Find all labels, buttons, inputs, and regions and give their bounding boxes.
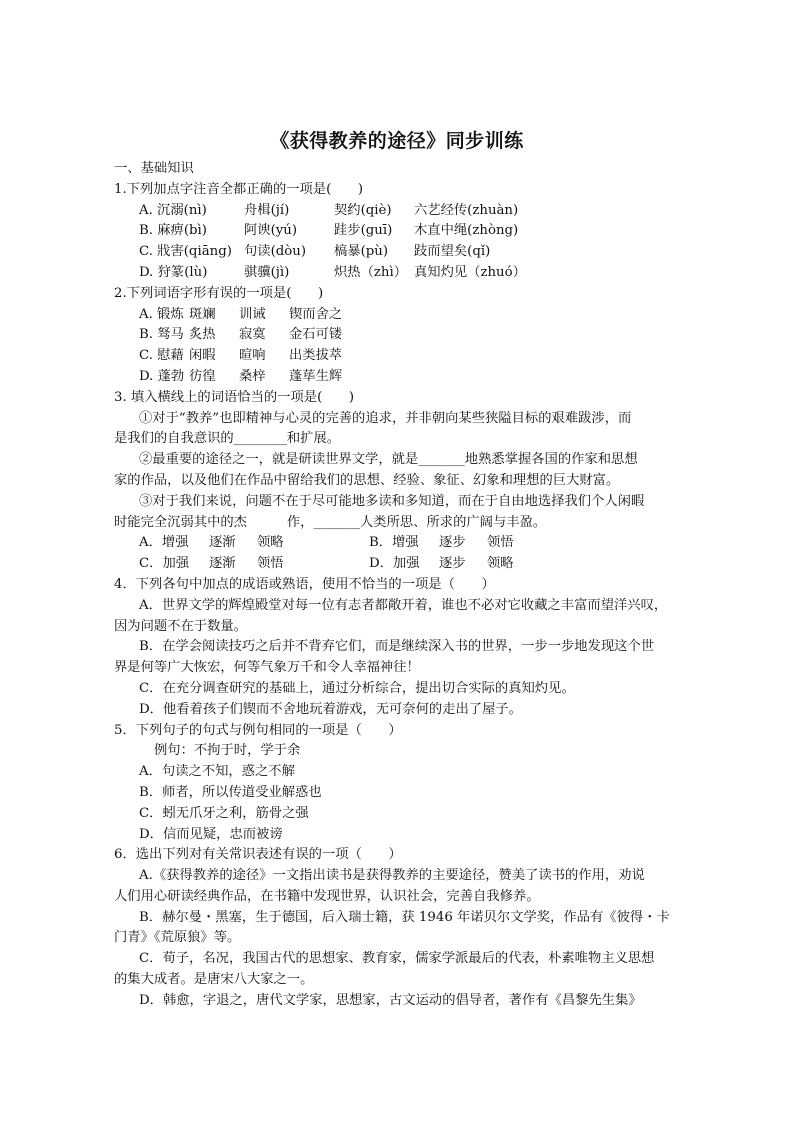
question-5-example: 例句：不拘于时，学于余 — [154, 743, 301, 759]
question-2-option-a: A. 锻炼 斑斓 训诫 锲而舍之 — [139, 306, 343, 322]
question-6-option-a: A.《获得教养的途径》一文指出读书是获得教养的主要途径，赞美了读书的作用，劝说 — [139, 868, 645, 884]
question-3-para-1: ①对于“教养”也即精神与心灵的完善的追求，并非朝向某些狭隘目标的艰难跋涉，而 — [139, 410, 632, 426]
question-6-option-a-cont: 人们用心研读经典作品，在书籍中发现世界，认识社会，完善自我修养。 — [114, 888, 540, 904]
section-heading: 一、基础知识 — [114, 161, 194, 176]
question-3-options-cd: C．加强 逐渐 领悟 D．加强 逐步 领略 — [139, 556, 514, 572]
exercise-content — [114, 159, 684, 1012]
question-4-option-b: B．在学会阅读技巧之后并不背弃它们，而是继续深入书的世界，一步一步地发现这个世 — [139, 639, 655, 655]
question-2-option-d: D. 蓬勃 彷徨 桑梓 蓬荜生辉 — [139, 368, 343, 384]
question-5-option-c: C．蚓无爪牙之利，筋骨之强 — [139, 805, 309, 821]
question-1-option-a: A. 沉溺(nì) 舟楫(jí) 契约(qiè) 六艺经传(zhuàn) — [139, 202, 519, 218]
question-3-para-2: ②最重要的途径之一，就是研读世界文学，就是_______地熟悉掌握各国的作家和思想 — [139, 452, 638, 468]
question-6-option-b: B．赫尔曼・黑塞，生于德国，后入瑞士籍，获 1946 年诺贝尔文学奖，作品有《彼得・卡 — [139, 909, 670, 925]
question-4-option-b-cont: 界是何等广大恢宏，何等气象万千和令人幸福神往！ — [114, 660, 420, 676]
question-4-stem: 4．下列各句中加点的成语或熟语，使用不恰当的一项是（ ） — [114, 576, 495, 592]
question-6-option-d: D．韩愈，字退之，唐代文学家，思想家，古文运动的倡导者，著作有《昌黎先生集》 — [139, 992, 642, 1008]
question-6-option-c-cont: 的集大成者。是唐宋八大家之一。 — [114, 972, 314, 988]
question-6-stem: 6．选出下列对有关常识表述有误的一项（ ） — [114, 847, 402, 863]
question-1-option-d: D. 狩篆(lù) 骐骥(jì) 炽热（zhì） 真知灼见（zhuó） — [139, 264, 526, 280]
question-5-option-b: B．师者，所以传道受业解惑也 — [139, 784, 322, 800]
question-4-option-d: D．他看着孩子们锲而不舍地玩着游戏，无可奈何的走出了屋子。 — [139, 701, 522, 717]
question-2-stem: 2.下列词语字形有误的一项是( ) — [114, 285, 324, 301]
question-3-para-2-cont: 家的作品，以及他们在作品中留给我们的思想、经验、象征、幻象和理想的巨大财富。 — [114, 472, 620, 488]
question-6-option-c: C．荀子，名况，我国古代的思想家、教育家，儒家学派最后的代表，朴素唯物主义思想 — [139, 951, 655, 967]
question-4-option-a: A．世界文学的辉煌殿堂对每一位有志者都敞开着，谁也不必对它收藏之丰富而望洋兴叹， — [139, 597, 668, 613]
question-3-stem: 3. 填入横线上的词语恰当的一项是( ) — [114, 389, 355, 405]
page-title: 《获得教养的途径》同步训练 — [270, 130, 524, 152]
question-6-option-b-cont: 门青》《荒原狼》等。 — [114, 930, 241, 946]
question-3-options-ab: A．增强 逐渐 领略 B．增强 逐步 领悟 — [139, 535, 514, 551]
question-5-option-d: D．信而见疑，忠而被谤 — [139, 826, 283, 842]
question-4-option-a-cont: 因为问题不在于数量。 — [114, 618, 247, 634]
question-1-option-c: C. 戕害(qiāng) 句读(dòu) 槁暴(pù) 跂而望矣(qǐ) — [139, 244, 491, 260]
question-3-para-3-cont: 时能完全沉弱其中的杰 作，_______人类所思、所求的广阔与丰盈。 — [114, 514, 547, 530]
question-2-option-c: C. 慰藉 闲暇 暄响 出类拔萃 — [139, 348, 343, 364]
question-2-option-b: B. 驽马 炙热 寂寞 金石可镂 — [139, 327, 343, 343]
question-5-option-a: A．句读之不知，惑之不解 — [139, 764, 295, 780]
question-3-para-3: ③对于我们来说，问题不在于尽可能地多读和多知道，而在于自由地选择我们个人闲暇 — [139, 493, 645, 509]
question-4-option-c: C．在充分调查研究的基础上，通过分析综合，提出切合实际的真知灼见。 — [139, 680, 575, 696]
question-3-para-1-cont: 是我们的自我意识的________和扩展。 — [114, 431, 341, 447]
question-5-stem: 5．下列句子的句式与例句相同的一项是（ ） — [114, 722, 402, 738]
question-1-stem: 1.下列加点字注音全都正确的一项是( ) — [114, 181, 364, 197]
question-1-option-b: B. 麻痹(bì) 阿谀(yú) 跬步(guī) 木直中绳(zhòng) — [139, 223, 519, 239]
